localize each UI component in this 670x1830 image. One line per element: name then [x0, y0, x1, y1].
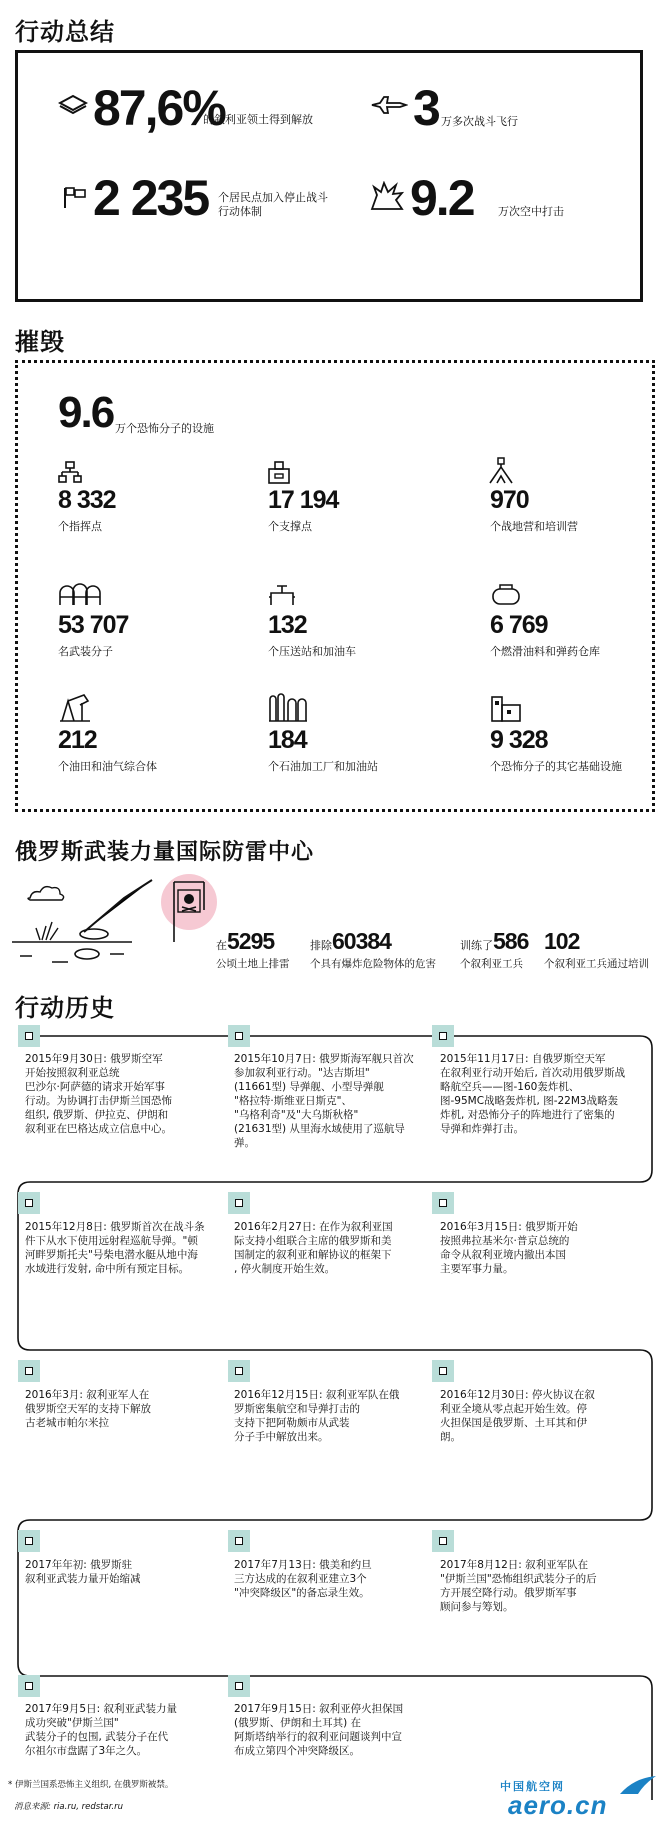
- timeline-event: 2017年7月13日: 俄美和约旦 三方达成的在叙利亚建立3个 "冲突降级区"的备忘录生效。: [234, 1559, 372, 1599]
- timeline-marker: [18, 1360, 40, 1382]
- refineries-label: 个石油加工厂和加油站: [268, 760, 378, 773]
- explosives-label: 个具有爆炸危险物体的危害: [310, 958, 436, 970]
- timeline-event: 2015年12月8日: 俄罗斯首次在战斗条 件下从水下使用远射程巡航导弹。"顿 河畔罗斯托夫"号柴电潜水艇从地中海 水域进行发射, 命中所有预定目标。: [25, 1221, 205, 1275]
- other-infrastructure-value: 9 328: [490, 726, 548, 754]
- timeline-event: 2017年8月12日: 叙利亚军队在 "伊斯兰国"恐怖组织武装分子的后 方开展空降行动。俄罗斯军事 顾问参与筹划。: [440, 1559, 597, 1613]
- timeline-event: 2016年3月15日: 俄罗斯开始 按照弗拉基米尔·普京总统的 命令从叙利亚境内撤出本国 主要军事力量。: [440, 1221, 578, 1275]
- demined-area-value: 5295: [227, 928, 275, 954]
- timeline-event: 2017年9月15日: 叙利亚停火担保国 (俄罗斯、伊朗和土耳其) 在 阿斯塔纳举行的叙利亚问题谈判中宣 布成立第四个冲突降级区。: [234, 1703, 404, 1757]
- airstrikes-label: 万次空中打击: [498, 205, 564, 218]
- plane-logo-icon: [618, 1774, 658, 1796]
- settlements-label: 个居民点加入停止战斗 行动体制: [218, 191, 328, 218]
- timeline-marker: [432, 1192, 454, 1214]
- logo-en: aero.cn: [508, 1790, 608, 1820]
- timeline-marker: [18, 1192, 40, 1214]
- timeline-marker: [18, 1675, 40, 1697]
- militants-value: 53 707: [58, 611, 129, 639]
- timeline-event: 2017年年初: 俄罗斯驻 叙利亚武装力量开始缩减: [25, 1559, 141, 1585]
- refineries-value: 184: [268, 726, 307, 754]
- timeline-marker: [432, 1360, 454, 1382]
- timeline-event: 2016年12月15日: 叙利亚军队在俄 罗斯密集航空和导弹打击的 支持下把阿勒颇市从武装 分子手中解放出来。: [234, 1389, 400, 1443]
- sappers-certified-label: 个叙利亚工兵通过培训: [544, 958, 649, 970]
- liberated-territory-value: 87,6%: [93, 80, 225, 136]
- settlements-value: 2 235: [93, 170, 209, 226]
- timeline-marker: [228, 1192, 250, 1214]
- timeline-marker: [18, 1025, 40, 1047]
- other-infrastructure-label: 个恐怖分子的其它基础设施: [490, 760, 622, 773]
- timeline-marker: [228, 1675, 250, 1697]
- timeline-event: 2015年10月7日: 俄罗斯海军舰只首次 参加叙利亚行动。"达吉斯坦" (11661型) 导弹舰、小型导弹舰 "格拉特·斯维亚日斯克"、 "乌格利奇"及"大乌斯秋格" (21631型) 从里海水域使用了巡航导 弹。: [234, 1053, 414, 1149]
- source-note: 消息来源: ria.ru, redstar.ru: [14, 1802, 124, 1812]
- explosives-value: 60384: [332, 928, 391, 954]
- timeline-marker: [432, 1025, 454, 1047]
- command-posts-value: 8 332: [58, 486, 116, 514]
- camps-value: 970: [490, 486, 529, 514]
- logo-cn: 中国航空网: [500, 1780, 565, 1793]
- timeline-marker: [228, 1530, 250, 1552]
- sappers-certified-value: 102: [544, 928, 580, 954]
- command-posts-label: 个指挥点: [58, 520, 102, 533]
- timeline-event: 2016年3月: 叙利亚军人在 俄罗斯空天军的支持下解放 古老城市帕尔米拉: [25, 1389, 151, 1429]
- militants-label: 名武装分子: [58, 645, 113, 658]
- strongpoints-label: 个支撑点: [268, 520, 312, 533]
- fuel-depots-value: 6 769: [490, 611, 548, 639]
- total-facilities-label: 万个恐怖分子的设施: [115, 422, 214, 435]
- pump-stations-label: 个压送站和加油车: [268, 645, 356, 658]
- strongpoints-value: 17 194: [268, 486, 339, 514]
- oil-fields-label: 个油田和油气综合体: [58, 760, 157, 773]
- liberated-territory-label: 的叙利亚领土得到解放: [203, 113, 313, 126]
- summary-title: 行动总结: [15, 18, 115, 46]
- sappers-trained-label: 个叙利亚工兵: [460, 958, 523, 970]
- timeline-event: 2017年9月5日: 叙利亚武装力量 成功突破"伊斯兰国" 武装分子的包围, 武装分子在代 尔祖尔市盘踞了3年之久。: [25, 1703, 177, 1757]
- history-title: 行动历史: [15, 994, 115, 1022]
- oil-fields-value: 212: [58, 726, 97, 754]
- fuel-depots-label: 个燃滑油料和弹药仓库: [490, 645, 600, 658]
- footnote: * 伊斯兰国系恐怖主义组织, 在俄罗斯被禁。: [8, 1780, 174, 1790]
- footnote-text: 伊斯兰国系恐怖主义组织, 在俄罗斯被禁。: [14, 1780, 174, 1790]
- camps-label: 个战地营和培训营: [490, 520, 578, 533]
- sappers-trained-value: 586: [493, 928, 529, 954]
- demined-area-prefix: 在: [216, 939, 227, 952]
- timeline-marker: [432, 1530, 454, 1552]
- timeline-marker: [228, 1025, 250, 1047]
- total-facilities-value: 9.6: [58, 388, 114, 437]
- pump-stations-value: 132: [268, 611, 307, 639]
- airstrikes-value: 9.2: [410, 170, 474, 226]
- timeline-marker: [18, 1530, 40, 1552]
- sorties-label: 万多次战斗飞行: [441, 115, 518, 128]
- demined-area-label: 公顷土地上排雷: [216, 958, 290, 970]
- explosives-prefix: 排除: [310, 939, 332, 952]
- destruction-title: 摧毁: [15, 328, 65, 356]
- timeline-marker: [228, 1360, 250, 1382]
- demining-title: 俄罗斯武装力量国际防雷中心: [15, 840, 315, 865]
- timeline-event: 2016年12月30日: 停火协议在叙 利亚全境从零点起开始生效。停 火担保国是俄罗斯、土耳其和伊 朗。: [440, 1389, 595, 1443]
- sappers-trained-prefix: 训练了: [460, 939, 493, 952]
- sorties-value: 3: [413, 80, 439, 136]
- timeline-event: 2015年11月17日: 自俄罗斯空天军 在叙利亚行动开始后, 首次动用俄罗斯战 略航空兵——图-160轰炸机、 图-95MC战略轰炸机, 图-22M3战略轰 炸机, 对恐怖分子的阵地进行了密集的 导弹和炸弹打击。: [440, 1053, 626, 1135]
- timeline-event: 2016年2月27日: 在作为叙利亚国 际支持小组联合主席的俄罗斯和美 国制定的叙利亚和解协议的框架下 , 停火制度开始生效。: [234, 1221, 393, 1275]
- timeline-event: 2015年9月30日: 俄罗斯空军 开始按照叙利亚总统 巴沙尔·阿萨德的请求开始军事 行动。为协调打击伊斯兰国恐怖 组织, 俄罗斯、伊拉克、伊朗和 叙利亚在巴格达成立信息中心。: [25, 1053, 172, 1135]
